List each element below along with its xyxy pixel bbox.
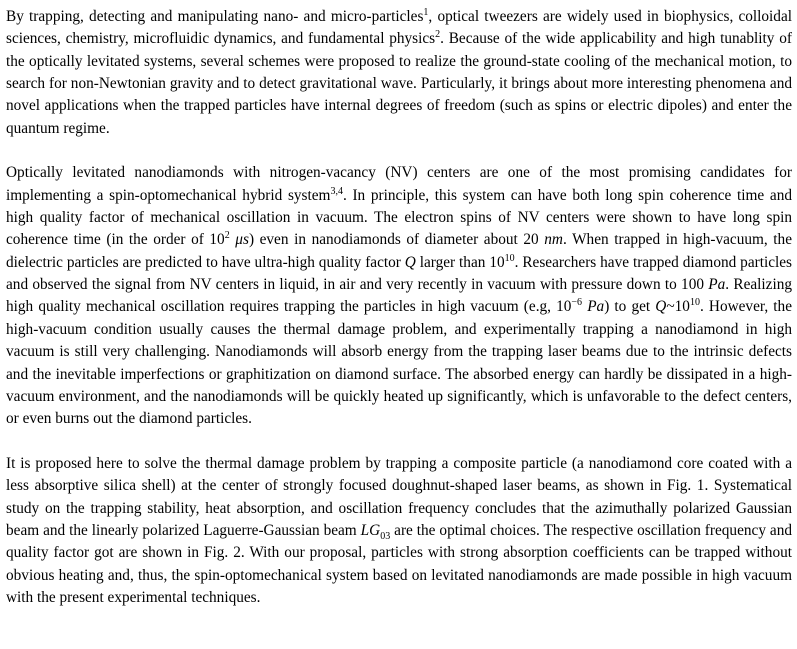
paragraph-gap <box>6 431 792 453</box>
math-symbol: 10 <box>489 253 505 271</box>
text-run: It is proposed here to solve the thermal damage problem by trapping a composite particle (a nanodiamond core coated with a less absorptive silica shell) at the center of strongly focused doughnut-shaped laser beams, as shown in Fig. 1. Systematical study on the trapping stability, heat absorption, and oscillation frequency concludes that the azimuthally polarized Gaussian beam and the linearly polarized Laguerre-Gaussian beam <box>6 454 792 539</box>
superscript: 1 <box>423 6 429 18</box>
math-symbol: Q <box>404 253 416 271</box>
math-symbol: 10 <box>209 231 225 249</box>
math-symbol: 10 <box>556 298 572 316</box>
superscript: 3,4 <box>330 185 343 197</box>
text-run: are the optimal choices. The respective oscillation frequency and quality factor got are shown in Fig. 2. With our proposal, particles with strong absorption coefficients can be trapped without obvious heating and, thus, the spin-optomechanical system based on levitated nanodiamonds are made possible in high vacuum with the present experimental techniques. <box>6 521 792 606</box>
superscript: −6 <box>571 297 583 309</box>
text-run: . In principle, this system can have both long spin coherence time and high quality factor of mechanical oscillation in vacuum. The electron spins of NV centers were shown to have long spin coherence time (in the order of <box>6 186 792 249</box>
text-run: larger than <box>415 253 490 271</box>
math-symbol: LG <box>360 521 381 539</box>
subscript: 03 <box>380 530 391 542</box>
math-symbol: Pa <box>708 276 726 294</box>
text-run: , optical tweezers are widely used in biophysics, colloidal sciences, chemistry, microfluidic dynamics, and fundamental physics <box>6 8 792 48</box>
text-run: Optically levitated nanodiamonds with nitrogen-vacancy (NV) centers are one of the most promising candidates for implementing a spin-optomechanical hybrid system <box>6 164 792 204</box>
superscript: 2 <box>224 230 230 242</box>
text-run: ) to get <box>604 298 656 316</box>
text-run: . Realizing high quality mechanical oscillation requires trapping the particles in high vacuum (e.g, <box>6 276 792 316</box>
superscript: 10 <box>689 297 700 309</box>
text-run: . Because of the wide applicability and high tunablity of the optically levitated systems, several schemes were proposed to realize the ground-state cooling of the mechanical motion, to search for non-Newtonian gravity and to detect gravitational wave. Particularly, it brings about more interesting phenomena and novel applications when the trapped particles have internal degrees of freedom (such as spins or electric dipoles) and enter the quantum regime. <box>6 30 792 137</box>
text-run: . When trapped in high-vacuum, the dielectric particles are predicted to have ultra-high quality factor <box>6 231 792 271</box>
math-symbol: Q <box>655 298 667 316</box>
document-body <box>6 6 792 609</box>
superscript: 2 <box>435 29 441 41</box>
paragraph-nv-centers <box>6 162 792 430</box>
text-run: . Researchers have trapped diamond particles and observed the signal from NV centers in liquid, in air and very recently in vacuum with pressure down to 100 <box>6 253 792 294</box>
text-run: ) even in nanodiamonds of diameter about 20 <box>248 231 545 249</box>
paragraph-intro <box>6 6 792 140</box>
text-run: By trapping, detecting and manipulating nano- and micro-particles <box>6 8 424 25</box>
text-run: ~ <box>666 298 675 316</box>
paragraph-proposal <box>6 453 792 609</box>
math-symbol: 10 <box>674 298 690 316</box>
math-symbol: nm <box>544 231 563 249</box>
text-run: . However, the high-vacuum condition usually causes the thermal damage problem, and experimentally trapping a nanodiamond in high vacuum is still very challenging. Nanodiamonds will absorb energy from the trapping laser beams due to the intrinsic defects and the inevitable imperfections or graphitization on diamond surface. The absorbed energy can hardly be dissipated in a high-vacuum environment, and the nanodiamonds will be quickly heated up significantly, which is unfavorable to the defect centers, or even burns out the diamond particles. <box>6 298 792 428</box>
math-symbol: μs <box>235 231 249 249</box>
paragraph-gap <box>6 140 792 162</box>
superscript: 10 <box>504 252 515 264</box>
math-symbol: Pa <box>587 298 605 316</box>
